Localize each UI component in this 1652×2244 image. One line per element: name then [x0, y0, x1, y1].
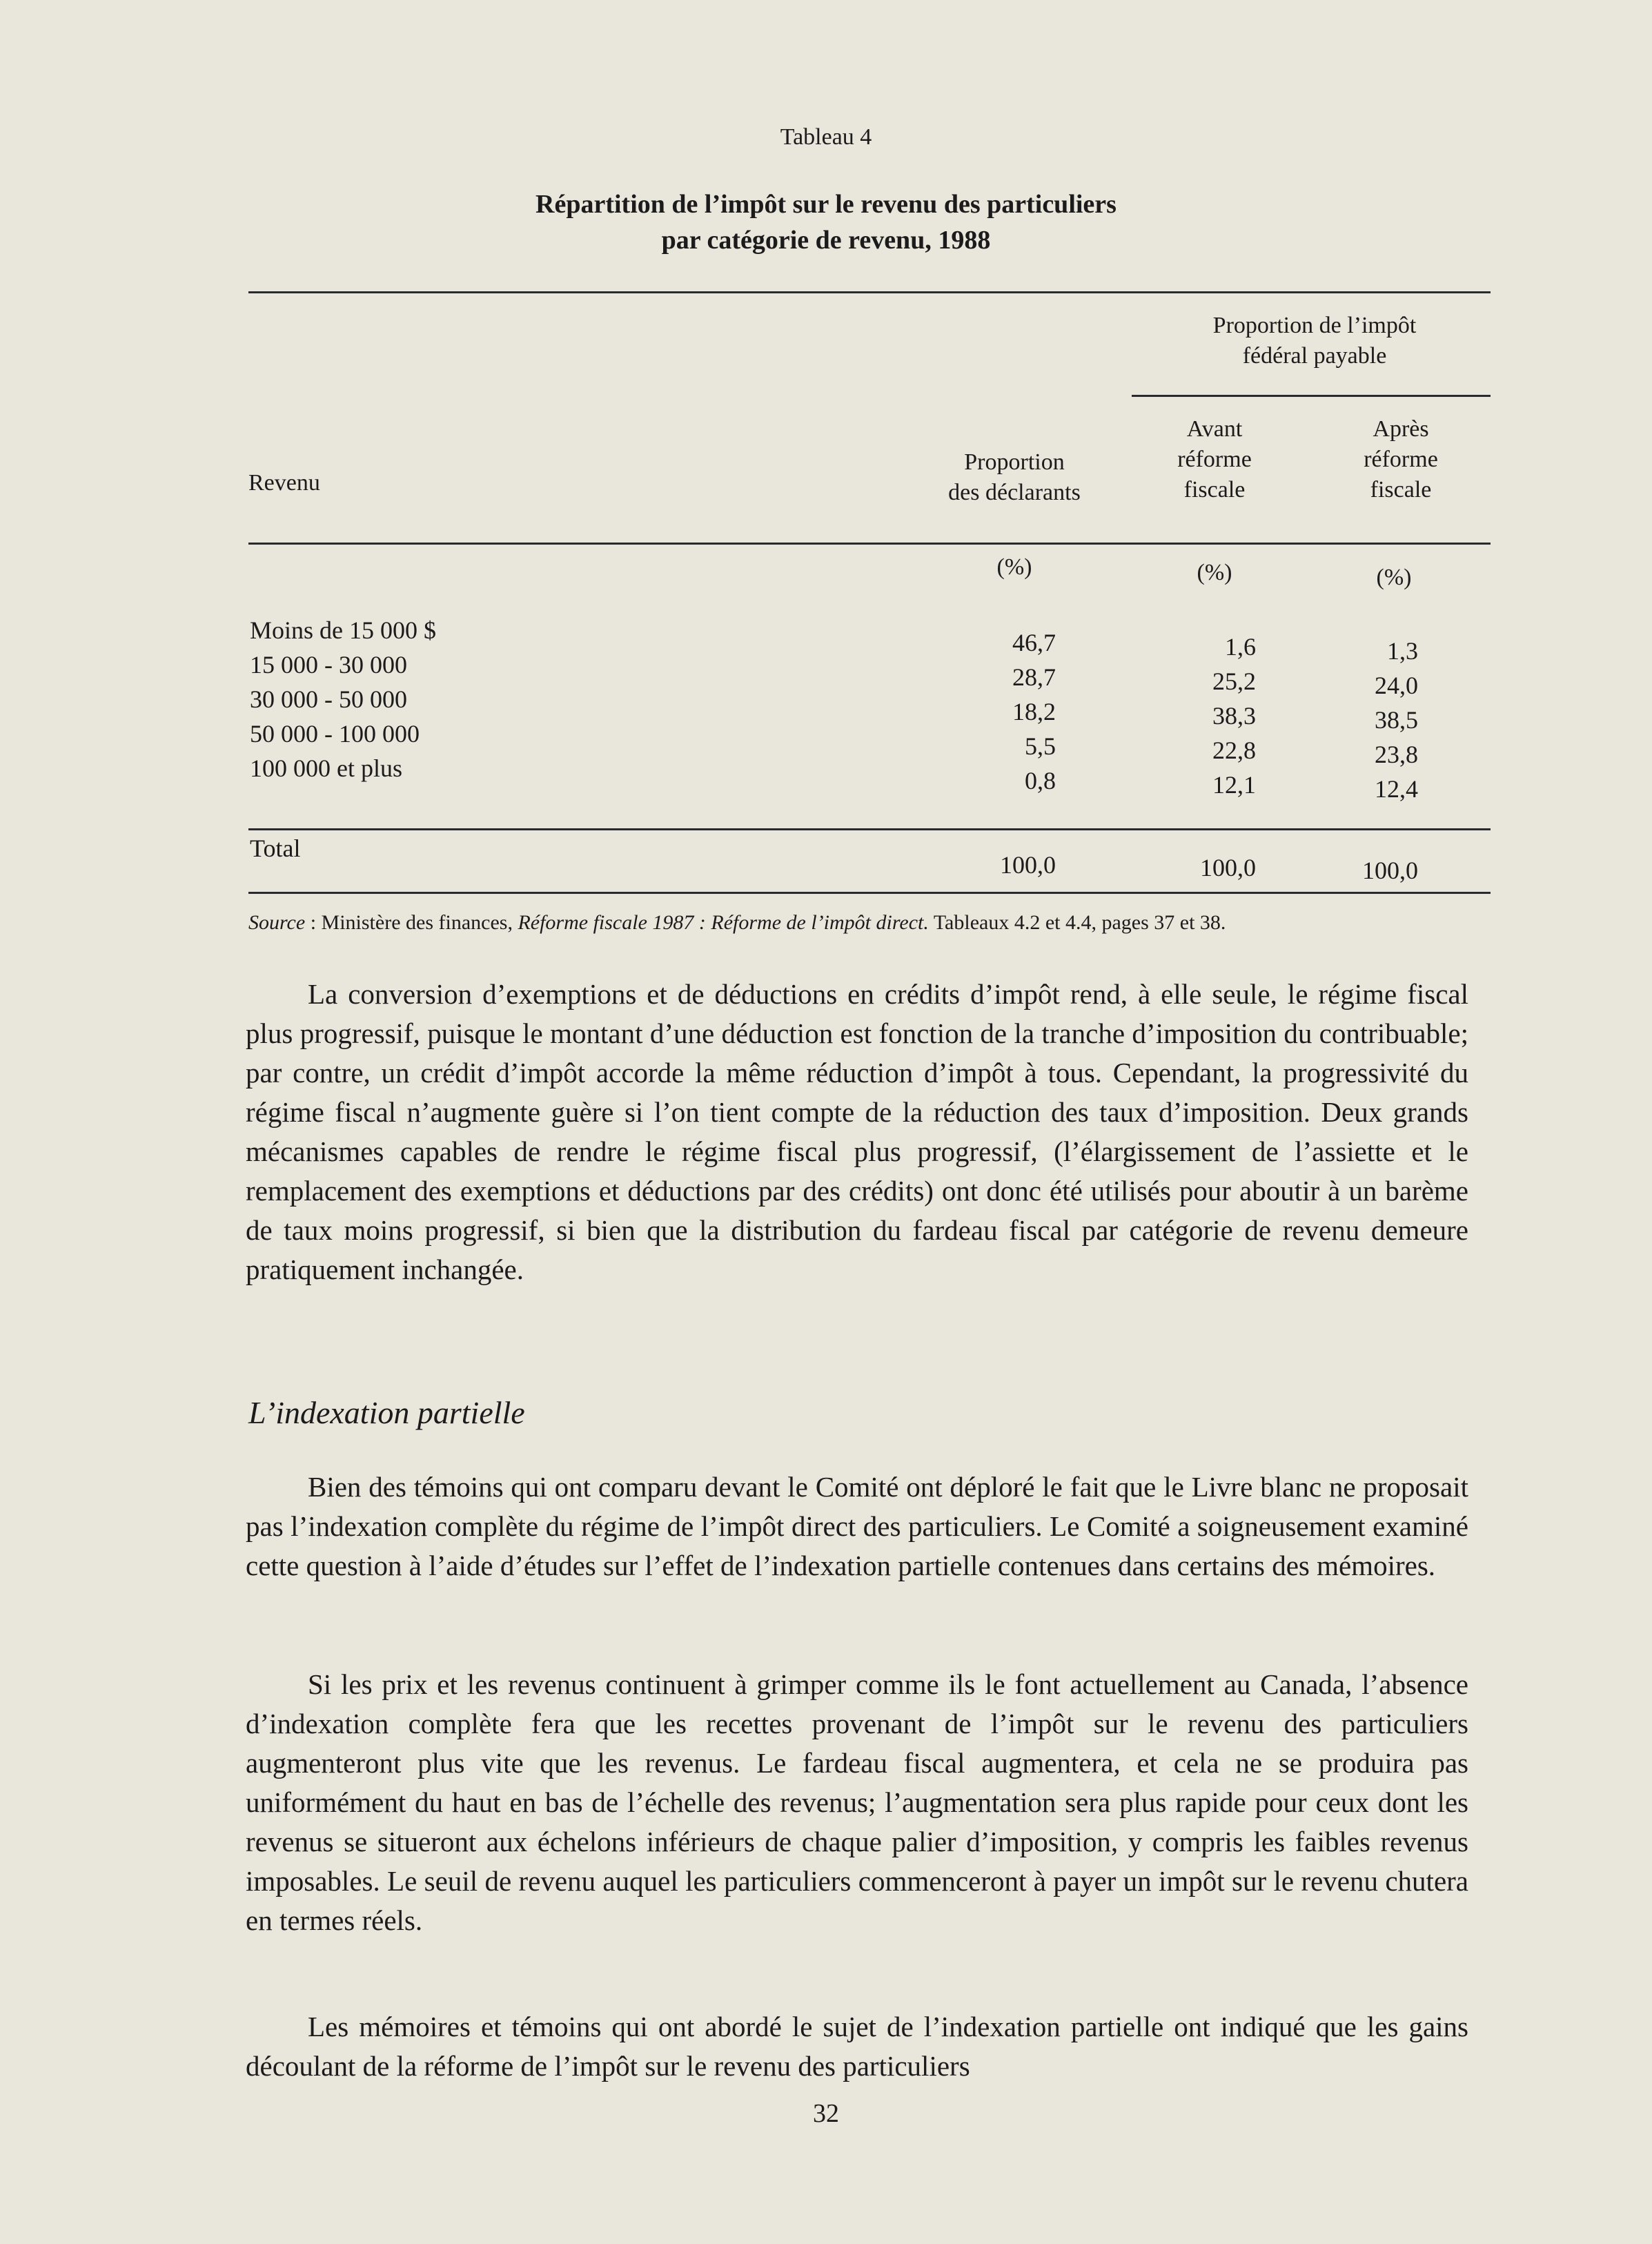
source-text1: : Ministère des finances, — [305, 911, 518, 934]
header-bottom-rule — [248, 543, 1491, 545]
row-apres: 1,3 — [1387, 637, 1418, 665]
col-header-declarants-line2: des déclarants — [948, 480, 1081, 505]
table-title-line1: Répartition de l’impôt sur le revenu des particuliers — [535, 190, 1117, 219]
row-avant: 12,1 — [1212, 771, 1256, 799]
col-header-avant-line2: réforme — [1177, 447, 1252, 472]
paragraph-3: Si les prix et les revenus continuent à grimper comme ils le font actuellement au Canada, l’absence d’indexation complète fera que les recettes provenant de l’impôt sur le revenu des particuliers augmenteront plus vite que les revenus. Le fardeau fiscal augmentera, et cela ne se produira pas uniformément du haut en bas de l’échelle des revenus; l’augmentation sera plus rapide pour ceux dont les revenus se situeront aux échelons inférieurs de chaque palier d’imposition, y compris les faibles revenus imposables. Le seuil de revenu auquel les particuliers commenceront à payer un impôt sur le revenu chutera en termes réels. — [246, 1668, 1468, 1936]
col-header-avant-line3: fiscale — [1183, 477, 1246, 503]
col-header-declarants-line1: Proportion — [964, 449, 1065, 475]
row-revenu: 100 000 et plus — [250, 754, 402, 782]
total-apres: 100,0 — [1362, 857, 1418, 884]
group-header-line2: fédéral payable — [1242, 343, 1387, 369]
table-label: Tableau 4 — [780, 124, 872, 150]
section-title: L’indexation partielle — [248, 1395, 525, 1430]
total-avant: 100,0 — [1200, 854, 1256, 881]
unit-avant: (%) — [1197, 560, 1232, 585]
row-revenu: 30 000 - 50 000 — [250, 685, 407, 713]
table-title — [0, 186, 1652, 258]
source-italic: Réforme fiscale 1987 : Réforme de l’impôt direct. — [518, 911, 929, 934]
row-apres: 38,5 — [1375, 706, 1418, 734]
group-header-rule — [1132, 395, 1491, 397]
total-rule — [248, 828, 1491, 830]
row-avant: 1,6 — [1225, 633, 1256, 661]
row-avant: 22,8 — [1212, 736, 1256, 764]
page-number: 32 — [813, 2099, 839, 2128]
paragraph-1: La conversion d’exemptions et de déductions en crédits d’impôt rend, à elle seule, le régime fiscal plus progressif, puisque le montant d’une déduction est fonction de la tranche d’imposition du contribuable; par contre, un crédit d’impôt accorde la même réduction d’impôt à tous. Cependant, la progressivité du régime fiscal n’augmente guère si l’on tient compte de la réduction des taux d’imposition. Deux grands mécanismes capables de rendre le régime fiscal plus progressif, (l’élargissement de l’assiette et le remplacement des exemptions et déductions par des crédits) ont donc été utilisés pour aboutir à un barème de taux moins progressif, si bien que la distribution du fardeau fiscal par catégorie de revenu demeure pratiquement inchangée. — [246, 978, 1468, 1285]
row-apres: 12,4 — [1375, 775, 1418, 803]
row-declarants: 0,8 — [1025, 767, 1056, 794]
col-header-declarants — [897, 447, 1132, 508]
col-header-apres-line1: Après — [1373, 416, 1429, 442]
row-revenu: Moins de 15 000 $ — [250, 616, 436, 644]
group-header — [1139, 311, 1491, 371]
row-declarants: 5,5 — [1025, 732, 1056, 760]
source-label: Source — [248, 911, 306, 934]
unit-apres: (%) — [1376, 565, 1412, 590]
col-header-revenu: Revenu — [248, 470, 320, 496]
paragraph-4: Les mémoires et témoins qui ont abordé le sujet de l’indexation partielle ont indiqué que les gains découlant de la réforme de l’impôt sur le revenu des particuliers — [246, 2011, 1468, 2082]
row-avant: 38,3 — [1212, 702, 1256, 730]
col-header-apres-line2: réforme — [1364, 447, 1438, 472]
col-header-apres — [1311, 414, 1491, 505]
table-source — [248, 911, 1226, 935]
row-apres: 23,8 — [1375, 741, 1418, 768]
table-bottom-rule — [248, 892, 1491, 894]
col-revenu-values — [250, 613, 436, 786]
row-declarants: 28,7 — [1012, 663, 1056, 691]
total-declarants: 100,0 — [1000, 851, 1056, 879]
table-top-rule — [248, 291, 1491, 293]
group-header-line1: Proportion de l’impôt — [1212, 313, 1417, 338]
col-avant-values — [1166, 630, 1256, 802]
paragraph-2: Bien des témoins qui ont comparu devant le Comité ont déploré le fait que le Livre blanc ne proposait pas l’indexation complète du régime de l’impôt direct des particuliers. Le Comité a soigneusement examiné cette question à l’aide d’études sur l’effet de l’indexation partielle contenues dans certains des mémoires. — [246, 1471, 1468, 1581]
table-title-line2: par catégorie de revenu, 1988 — [661, 226, 991, 255]
unit-declarants: (%) — [996, 554, 1032, 580]
col-apres-values — [1328, 634, 1418, 806]
source-text2: Tableaux 4.2 et 4.4, pages 37 et 38. — [928, 911, 1226, 934]
total-label: Total — [250, 835, 301, 862]
row-declarants: 46,7 — [1012, 629, 1056, 656]
col-header-avant-line1: Avant — [1186, 416, 1243, 442]
col-header-apres-line3: fiscale — [1370, 477, 1432, 503]
col-header-avant — [1132, 414, 1297, 505]
row-declarants: 18,2 — [1012, 698, 1056, 725]
row-revenu: 50 000 - 100 000 — [250, 720, 420, 748]
row-avant: 25,2 — [1212, 667, 1256, 695]
row-revenu: 15 000 - 30 000 — [250, 651, 407, 679]
col-declarants-values — [952, 625, 1056, 798]
row-apres: 24,0 — [1375, 672, 1418, 699]
